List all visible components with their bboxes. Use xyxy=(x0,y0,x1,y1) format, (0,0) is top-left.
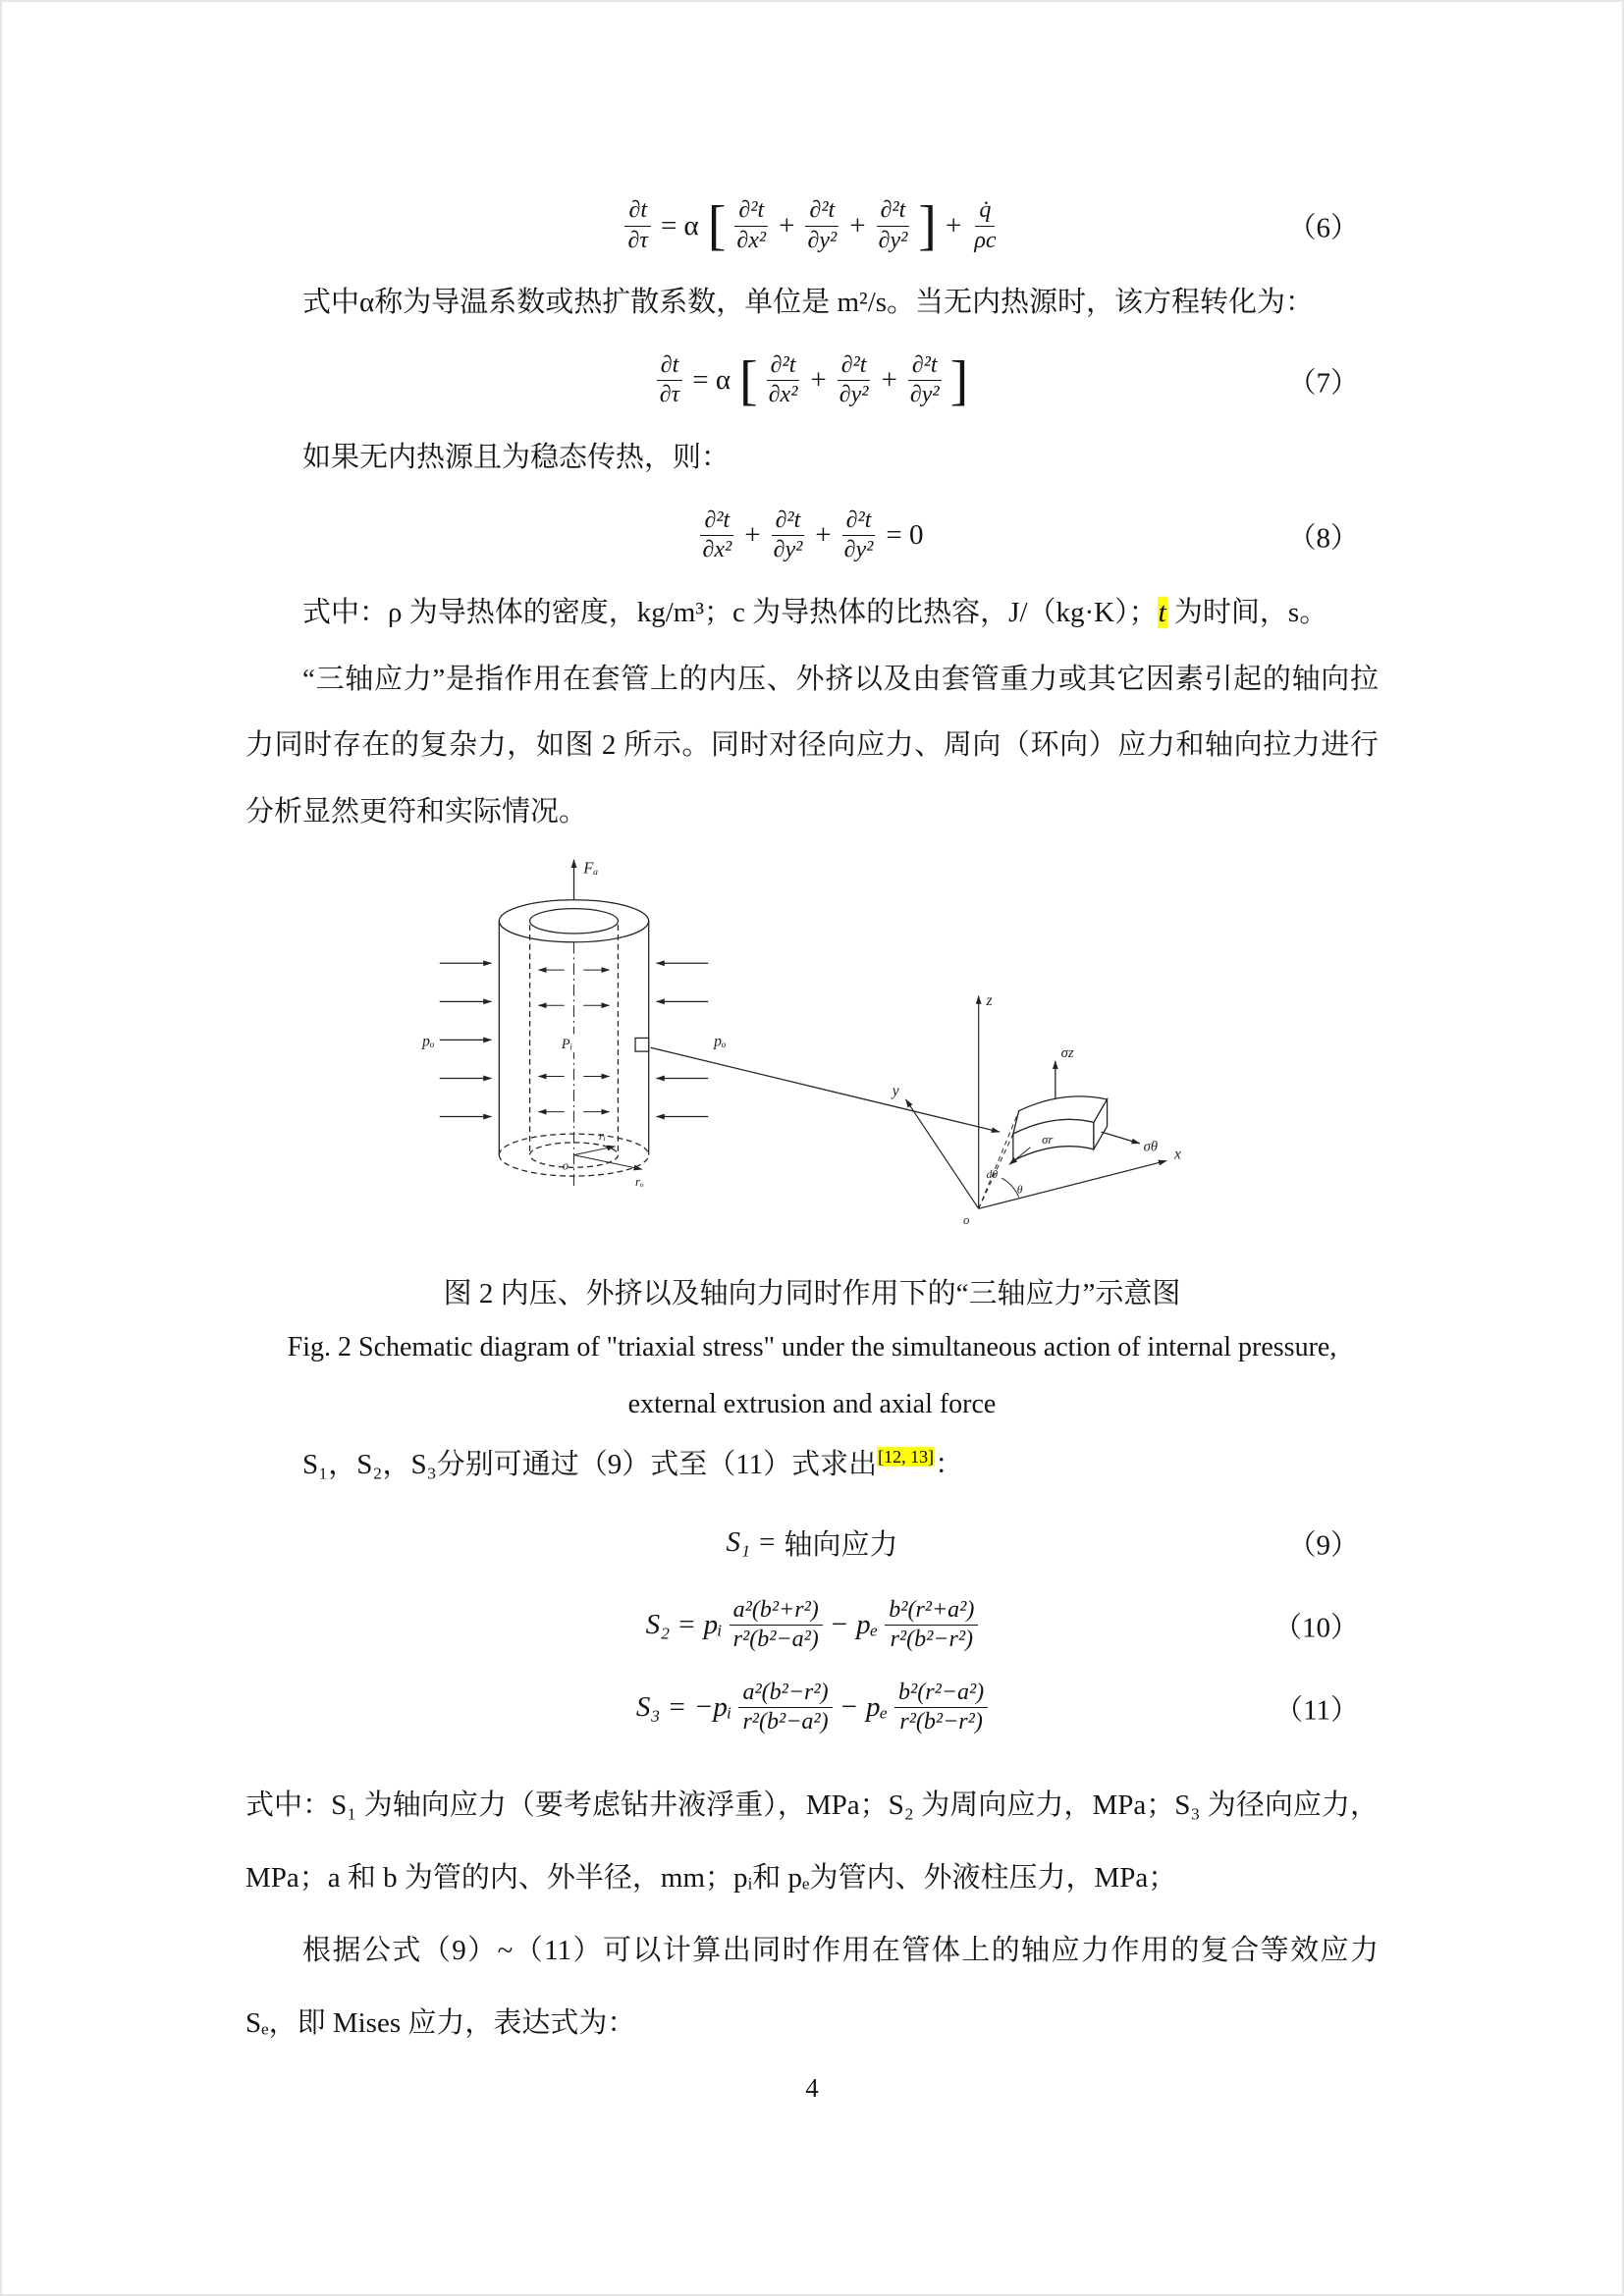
operator: + xyxy=(849,209,866,241)
sigma-z-label: σz xyxy=(1060,1045,1074,1062)
operator: = xyxy=(759,1526,776,1559)
theta-label: θ xyxy=(1016,1183,1023,1197)
inner-radius-label: rᵢ xyxy=(598,1129,606,1144)
paragraph-steady-state: 如果无内热源且为稳态传热，则： xyxy=(302,441,731,473)
operator: + xyxy=(779,209,795,241)
equation-8 xyxy=(245,498,1379,574)
axes-group xyxy=(905,996,1166,1209)
fraction: $\frac{\text{a²(b²+r²)}}{\text{r²(b²−a²)}}$ xyxy=(730,1597,823,1654)
equation-number: （11） xyxy=(1274,1694,1359,1727)
equation-11-body xyxy=(636,1680,988,1736)
fraction: $\frac{\text{b²(r²+a²)}}{\text{r²(b²−r²)}}$ xyxy=(885,1597,978,1654)
equation-number: （7） xyxy=(1287,367,1359,400)
eq9-rhs: 轴向应力 xyxy=(784,1529,898,1562)
equation-number: （8） xyxy=(1287,522,1359,555)
coefficient: −pᵢ xyxy=(693,1691,732,1724)
force-axial-label: Fₐ xyxy=(583,858,599,878)
fraction: $\frac{\text{∂²t}}{\text{∂y²}}$ xyxy=(906,352,944,409)
fraction: $\frac{\text{∂²t}}{\text{∂y²}}$ xyxy=(836,352,873,409)
operator: + xyxy=(881,364,897,397)
fraction: $\frac{q̇}{\rho c}$ xyxy=(974,197,997,253)
operator: = α xyxy=(692,364,731,397)
coefficient: pₑ xyxy=(865,1691,889,1724)
equation-6 xyxy=(245,187,1379,264)
external-pressure-left-label: pₒ xyxy=(422,1033,435,1050)
fraction: $\frac{\text{∂²t}}{\text{∂y²}}$ xyxy=(840,507,878,564)
operator: + xyxy=(744,519,761,552)
s123-text-after: ： xyxy=(935,1449,964,1481)
equation-number: （10） xyxy=(1272,1612,1359,1644)
operator: = xyxy=(669,1691,685,1724)
equation-number: （6） xyxy=(1287,212,1359,244)
paragraph-alpha-definition: 式中α称为导温系数或热扩散系数，单位是 m²/s。当无内热源时，该方程转化为： xyxy=(302,287,1315,318)
x-axis-label: x xyxy=(1173,1146,1181,1163)
paragraph-where-stresses: 式中：S₁ 为轴向应力（要考虑钻井液浮重），MPa；S₂ 为周向应力，MPa；S₃ 为径向应力，MPa；a 和 b 为管的内、外半径，mm；pᵢ和 pₑ为管内、外液柱压力，MPa； xyxy=(245,1789,1379,1894)
equation-7-body xyxy=(656,349,969,411)
figure-2-diagram xyxy=(410,850,1274,1262)
coefficient: pᵢ xyxy=(703,1609,723,1641)
equation-10 xyxy=(245,1587,1379,1664)
paragraph-triaxial-intro: “三轴应力”是指作用在套管上的内压、外挤以及由套管重力或其它因素引起的轴向拉力同时存在的复杂力，如图 2 所示。同时对径向应力、周向（环向）应力和轴向拉力进行分析显然更符和实际情况。 xyxy=(245,663,1379,828)
equation-number: （9） xyxy=(1287,1529,1359,1562)
equation-11 xyxy=(245,1670,1379,1746)
paragraph-units xyxy=(245,580,1379,647)
fraction: $\frac{\text{∂²t}}{\text{∂y²}}$ xyxy=(770,507,807,564)
stress-element xyxy=(1009,1061,1140,1164)
sigma-r-label: σr xyxy=(1042,1133,1054,1148)
external-pressure-right-label: pₒ xyxy=(714,1033,727,1050)
highlighted-citation: [12, 13] xyxy=(878,1447,935,1468)
operator: = 0 xyxy=(886,519,924,552)
paragraph-mises: 根据公式（9）~（11）可以计算出同时作用在管体上的轴应力作用的复合等效应力 Sₑ，即 Mises 应力，表达式为： xyxy=(245,1934,1379,2039)
operator: + xyxy=(810,364,827,397)
eq10-lhs: S₂ xyxy=(645,1609,671,1641)
figure-2-caption-en-line2: external extrusion and axial force xyxy=(627,1388,997,1419)
fraction: $\frac{\text{∂²t}}{\text{∂x²}}$ xyxy=(732,197,770,254)
internal-pressure-label: Pᵢ xyxy=(561,1037,573,1053)
s123-text-before: S₁，S₂，S₃分别可通过（9）式至（11）式求出 xyxy=(302,1449,878,1481)
operator: + xyxy=(815,519,832,552)
operator: = α xyxy=(660,209,699,241)
operator: + xyxy=(945,209,962,241)
eq9-lhs: S₁ xyxy=(726,1526,751,1559)
figure-2-caption-cn: 图 2 内压、外挤以及轴向力同时作用下的“三轴应力”示意图 xyxy=(443,1278,1181,1310)
equation-9-body xyxy=(727,1522,898,1563)
highlighted-t: t xyxy=(1158,596,1166,628)
fraction: $\frac{\text{∂²t}}{\text{∂x²}}$ xyxy=(765,352,802,409)
fraction: $\frac{\text{∂²t}}{\text{∂y²}}$ xyxy=(875,197,912,254)
sigma-theta-label: σθ xyxy=(1143,1139,1159,1155)
figure-2-caption-en-line1: Fig. 2 Schematic diagram of "triaxial stress" under the simultaneous action of internal pressure, xyxy=(287,1332,1337,1363)
fraction: $\frac{\partial t}{\partial\tau}$ xyxy=(656,352,683,409)
equation-6-body xyxy=(624,197,1001,254)
units-text-before: 式中：ρ 为导热体的密度，kg/m³；c 为导热体的比热容，J/（kg·K）； xyxy=(302,596,1158,628)
fraction: $\frac{\text{a²(b²−r²)}}{\text{r²(b²−a²)}}$ xyxy=(738,1680,832,1736)
equation-9 xyxy=(245,1505,1379,1581)
z-axis-label: z xyxy=(986,992,993,1010)
fraction: $\frac{\text{b²(r²−a²)}}{\text{r²(b²−r²)}}$ xyxy=(894,1680,988,1736)
fraction: $\frac{\text{∂²t}}{\text{∂y²}}$ xyxy=(804,197,841,254)
operator: = xyxy=(678,1609,695,1641)
equation-8-body xyxy=(699,507,926,564)
equation-7 xyxy=(245,343,1379,419)
eq11-lhs: S₃ xyxy=(635,1691,661,1724)
fraction: $\frac{\partial t}{\partial\tau}$ xyxy=(624,197,652,254)
d-theta-label: dθ xyxy=(986,1168,999,1182)
operator: − xyxy=(840,1691,857,1724)
bracket-close: ] xyxy=(949,349,969,411)
units-text-after: 为时间，s。 xyxy=(1166,596,1328,628)
paragraph-s123 xyxy=(245,1432,1379,1499)
page-number: 4 xyxy=(805,2073,819,2103)
fraction: $\frac{\text{∂²t}}{\text{∂x²}}$ xyxy=(699,507,736,564)
outer-radius-label: rₒ xyxy=(635,1175,644,1190)
figure-2 xyxy=(245,850,1379,1262)
cylinder-group xyxy=(440,860,1000,1186)
bracket-close: ] xyxy=(918,195,937,256)
equation-10-body xyxy=(646,1597,979,1654)
cylinder-origin-label: o xyxy=(562,1158,569,1173)
bracket-open: [ xyxy=(707,195,727,256)
axes-origin-label: o xyxy=(963,1213,970,1228)
bracket-open: [ xyxy=(739,349,758,411)
operator: − xyxy=(831,1609,848,1641)
y-axis-label: y xyxy=(892,1083,899,1100)
coefficient: pₑ xyxy=(856,1609,879,1641)
